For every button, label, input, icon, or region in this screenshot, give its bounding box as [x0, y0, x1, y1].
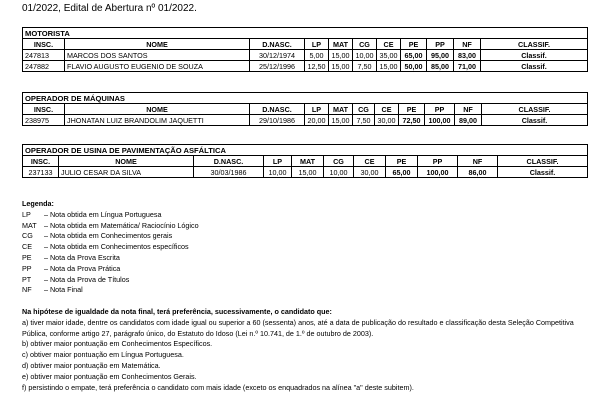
- tiebreak-item: e) obtiver maior pontuação em Conhecimentos Gerais.: [22, 371, 197, 381]
- header-pp: PP: [418, 156, 458, 167]
- legend-text: – Nota da Prova Escrita: [44, 252, 120, 262]
- cell-pp: 85,00: [427, 61, 454, 72]
- legend-text: – Nota da Prova de Títulos: [44, 274, 130, 284]
- tiebreak-item: f) persistindo o empate, terá preferência o candidato com mais idade (exceto os enquadrados na alínea "a" deste subitem).: [22, 382, 414, 392]
- header-nome: NOME: [65, 39, 250, 50]
- cell-dnasc: 30/03/1986: [194, 167, 264, 178]
- cell-lp: 5,00: [305, 50, 329, 61]
- header-pe: PE: [401, 39, 427, 50]
- cell-pe: 65,00: [386, 167, 418, 178]
- cell-mat: 15,00: [329, 115, 353, 126]
- header-dnasc: D.NASC.: [194, 156, 264, 167]
- section-title: OPERADOR DE MÁQUINAS: [23, 93, 588, 104]
- cell-classif: Classif.: [481, 50, 588, 61]
- header-nf: NF: [455, 104, 482, 115]
- legend-text: – Nota obtida em Matemática/ Raciocínio Lógico: [44, 220, 199, 230]
- cell-pe: 65,00: [401, 50, 427, 61]
- legend-item: [22, 231, 199, 242]
- legend-abbr: CG: [22, 231, 33, 241]
- cell-classif: Classif.: [481, 61, 588, 72]
- cell-pe: 72,50: [399, 115, 425, 126]
- legend-item: [22, 275, 199, 286]
- legend-abbr: PE: [22, 252, 32, 262]
- section-title: MOTORISTA: [23, 28, 588, 39]
- header-classif: CLASSIF.: [482, 104, 588, 115]
- cell-nome: JULIO CESAR DA SILVA: [59, 167, 194, 178]
- cell-ce: 30,00: [375, 115, 399, 126]
- cell-cg: 7,50: [353, 115, 375, 126]
- table-row: [23, 50, 588, 61]
- table-row: [23, 167, 588, 178]
- cell-classif: Classif.: [498, 167, 588, 178]
- header-pp: PP: [427, 39, 454, 50]
- header-cg: CG: [324, 156, 354, 167]
- header-ce: CE: [377, 39, 401, 50]
- header-nf: NF: [454, 39, 481, 50]
- legend-item: [22, 285, 199, 296]
- legend-text: – Nota obtida em Conhecimentos específicos: [44, 242, 189, 252]
- legend: [22, 199, 199, 296]
- cell-cg: 10,00: [353, 50, 377, 61]
- tiebreak-item: c) obtiver maior pontuação em Língua Portuguesa.: [22, 350, 184, 360]
- header-nome: NOME: [65, 104, 250, 115]
- header-classif: CLASSIF.: [481, 39, 588, 50]
- intro-text: 01/2022, Edital de Abertura nº 01/2022.: [22, 3, 197, 14]
- header-cg: CG: [353, 104, 375, 115]
- cell-lp: 12,50: [305, 61, 329, 72]
- header-ce: CE: [354, 156, 386, 167]
- cell-nome: FLAVIO AUGUSTO EUGENIO DE SOUZA: [65, 61, 250, 72]
- header-cg: CG: [353, 39, 377, 50]
- cell-ce: 35,00: [377, 50, 401, 61]
- cell-pp: 95,00: [427, 50, 454, 61]
- table-row: [23, 61, 588, 72]
- cell-cg: 7,50: [353, 61, 377, 72]
- cell-ce: 30,00: [354, 167, 386, 178]
- cell-nome: JHONATAN LUIZ BRANDOLIM JAQUETTI: [65, 115, 250, 126]
- tiebreak-item: a) tiver maior idade, dentre os candidatos com idade igual ou superior a 60 (sessenta) anos, até a data de publicação do resultado e classificação desta Seleção Competitiva Pública, conforme artigo 27, parágrafo único, do Estatuto do Idoso (Lei n.º 10.741, de 1.º de outubro de 2003).: [22, 317, 574, 338]
- header-nf: NF: [458, 156, 498, 167]
- header-lp: LP: [305, 39, 329, 50]
- header-nome: NOME: [59, 156, 194, 167]
- cell-nf: 89,00: [455, 115, 482, 126]
- legend-item: [22, 264, 199, 275]
- header-mat: MAT: [292, 156, 324, 167]
- legend-abbr: CE: [22, 242, 32, 252]
- table-operador-usina: [22, 144, 588, 178]
- cell-classif: Classif.: [482, 115, 588, 126]
- cell-pp: 100,00: [425, 115, 455, 126]
- header-dnasc: D.NASC.: [250, 104, 305, 115]
- legend-item: [22, 221, 199, 232]
- cell-pe: 50,00: [401, 61, 427, 72]
- legend-abbr: MAT: [22, 220, 37, 230]
- header-insc: INSC.: [23, 39, 65, 50]
- legend-text: – Nota obtida em Língua Portuguesa: [44, 209, 162, 219]
- cell-dnasc: 30/12/1974: [250, 50, 305, 61]
- table-row: [23, 115, 588, 126]
- cell-insc: 237133: [23, 167, 59, 178]
- table-motorista: [22, 27, 588, 72]
- legend-abbr: PP: [22, 263, 32, 273]
- header-insc: INSC.: [23, 104, 65, 115]
- legend-text: – Nota Final: [44, 285, 83, 295]
- header-classif: CLASSIF.: [498, 156, 588, 167]
- legend-text: – Nota obtida em Conhecimentos gerais: [44, 231, 173, 241]
- section-title: OPERADOR DE USINA DE PAVIMENTAÇÃO ASFÁLTICA: [23, 145, 588, 156]
- cell-insc: 247813: [23, 50, 65, 61]
- cell-nf: 86,00: [458, 167, 498, 178]
- cell-mat: 15,00: [292, 167, 324, 178]
- cell-dnasc: 29/10/1986: [250, 115, 305, 126]
- legend-item: [22, 242, 199, 253]
- legend-abbr: LP: [22, 209, 31, 219]
- header-pe: PE: [386, 156, 418, 167]
- cell-nf: 83,00: [454, 50, 481, 61]
- cell-nome: MARCOS DOS SANTOS: [65, 50, 250, 61]
- header-mat: MAT: [329, 39, 353, 50]
- cell-mat: 15,00: [329, 50, 353, 61]
- header-dnasc: D.NASC.: [250, 39, 305, 50]
- tiebreak-item: d) obtiver maior pontuação em Matemática.: [22, 360, 161, 370]
- legend-title: Legenda:: [22, 199, 54, 208]
- header-mat: MAT: [329, 104, 353, 115]
- header-ce: CE: [375, 104, 399, 115]
- cell-pp: 100,00: [418, 167, 458, 178]
- tiebreak-rules: [22, 307, 592, 393]
- cell-insc: 247882: [23, 61, 65, 72]
- legend-abbr: PT: [22, 274, 32, 284]
- cell-mat: 15,00: [329, 61, 353, 72]
- legend-abbr: NF: [22, 285, 32, 295]
- table-operador-maquinas: [22, 92, 588, 126]
- cell-ce: 15,00: [377, 61, 401, 72]
- cell-nf: 71,00: [454, 61, 481, 72]
- header-pe: PE: [399, 104, 425, 115]
- header-lp: LP: [305, 104, 329, 115]
- cell-cg: 10,00: [324, 167, 354, 178]
- cell-lp: 10,00: [264, 167, 292, 178]
- header-pp: PP: [425, 104, 455, 115]
- header-insc: INSC.: [23, 156, 59, 167]
- cell-insc: 238975: [23, 115, 65, 126]
- tiebreak-item: b) obtiver maior pontuação em Conhecimentos Específicos.: [22, 339, 213, 349]
- cell-lp: 20,00: [305, 115, 329, 126]
- legend-item: [22, 253, 199, 264]
- legend-text: – Nota da Prova Prática: [44, 263, 121, 273]
- cell-dnasc: 25/12/1996: [250, 61, 305, 72]
- legend-item: [22, 210, 199, 221]
- header-lp: LP: [264, 156, 292, 167]
- tiebreak-title: Na hipótese de igualdade da nota final, terá preferência, sucessivamente, o candidato que:: [22, 307, 332, 316]
